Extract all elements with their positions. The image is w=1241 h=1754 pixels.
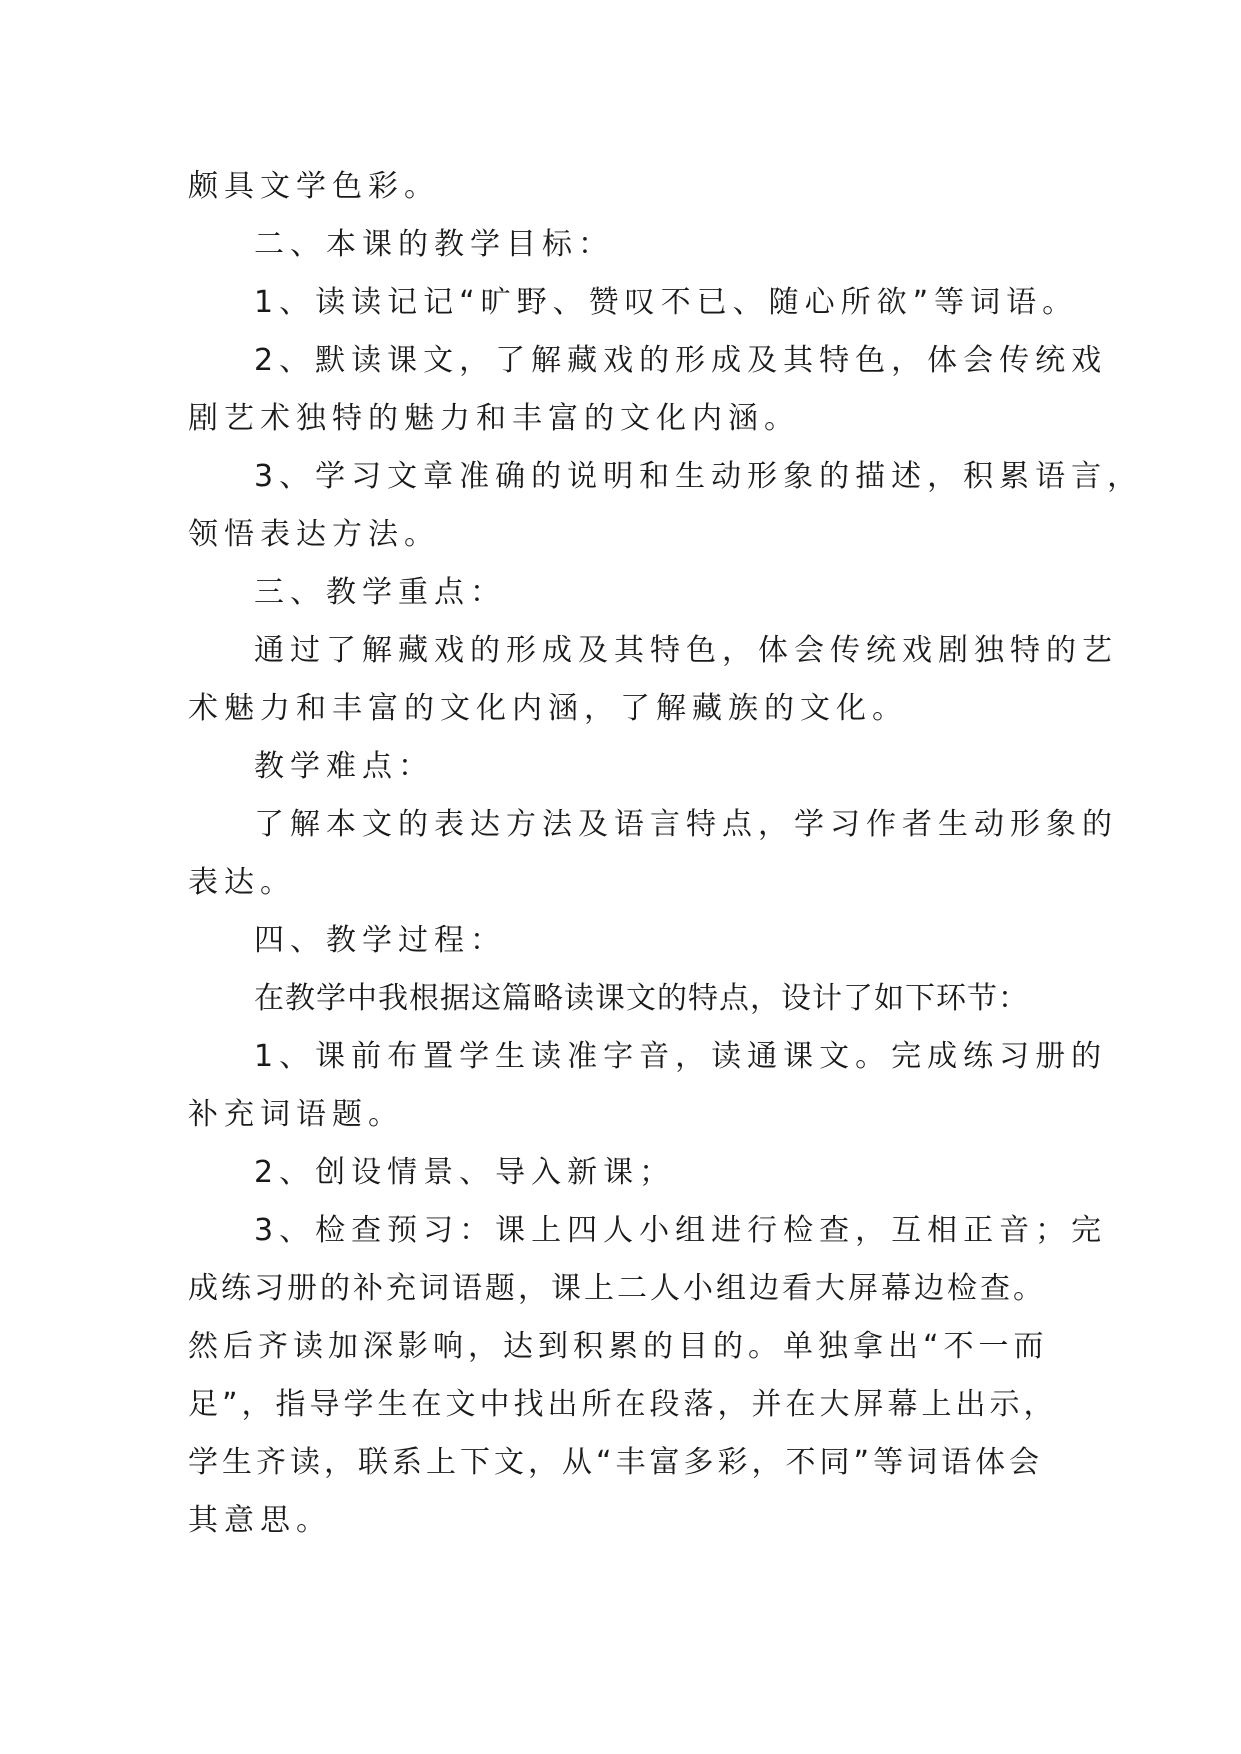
section-heading-key-points: 三、教学重点： [254,575,506,610]
paragraph-continuation: 颇具文学色彩。 [188,169,440,204]
section-heading-objectives: 二、本课的教学目标： [254,227,614,262]
key-points-line-2: 术魅力和丰富的文化内涵，了解藏族的文化。 [188,691,908,726]
document-body [188,158,1144,1550]
objective-item-3-line-2: 领悟表达方法。 [188,517,440,552]
process-step-3-line-5: 学生齐读，联系上下文，从“丰富多彩，不同”等词语体会 [188,1445,1044,1480]
process-step-3-line-6: 其意思。 [188,1503,332,1538]
process-step-1-line-2: 补充词语题。 [188,1097,404,1132]
difficulties-line-2: 表达。 [188,865,296,900]
process-step-3-line-4: 足”，指导学生在文中找出所在段落，并在大屏幕上出示， [188,1387,1058,1422]
section-heading-difficulties: 教学难点： [254,749,434,784]
objective-item-2-line-1: 2、默读课文，了解藏戏的形成及其特色，体会传统戏 [254,343,1108,378]
objective-item-1: 1、读读记记“旷野、赞叹不已、随心所欲”等词语。 [254,285,1079,320]
objective-item-2-line-2: 剧艺术独特的魅力和丰富的文化内涵。 [188,401,800,436]
process-step-3-line-3: 然后齐读加深影响，达到积累的目的。单独拿出“不一而 [188,1329,1049,1364]
difficulties-line-1: 了解本文的表达方法及语言特点，学习作者生动形象的 [254,807,1118,842]
key-points-line-1: 通过了解藏戏的形成及其特色，体会传统戏剧独特的艺 [254,633,1118,668]
objective-item-3-line-1: 3、学习文章准确的说明和生动形象的描述，积累语言， [254,459,1144,494]
process-step-1-line-1: 1、课前布置学生读准字音，读通课文。完成练习册的 [254,1039,1108,1074]
section-heading-process: 四、教学过程： [254,923,506,958]
process-step-3-line-1: 3、检查预习：课上四人小组进行检查，互相正音；完 [254,1213,1108,1248]
process-intro: 在教学中我根据这篇略读课文的特点，设计了如下环节： [254,981,1029,1016]
process-step-2: 2、创设情景、导入新课； [254,1155,676,1190]
process-step-3-line-2: 成练习册的补充词语题，课上二人小组边看大屏幕边检查。 [188,1271,1046,1306]
